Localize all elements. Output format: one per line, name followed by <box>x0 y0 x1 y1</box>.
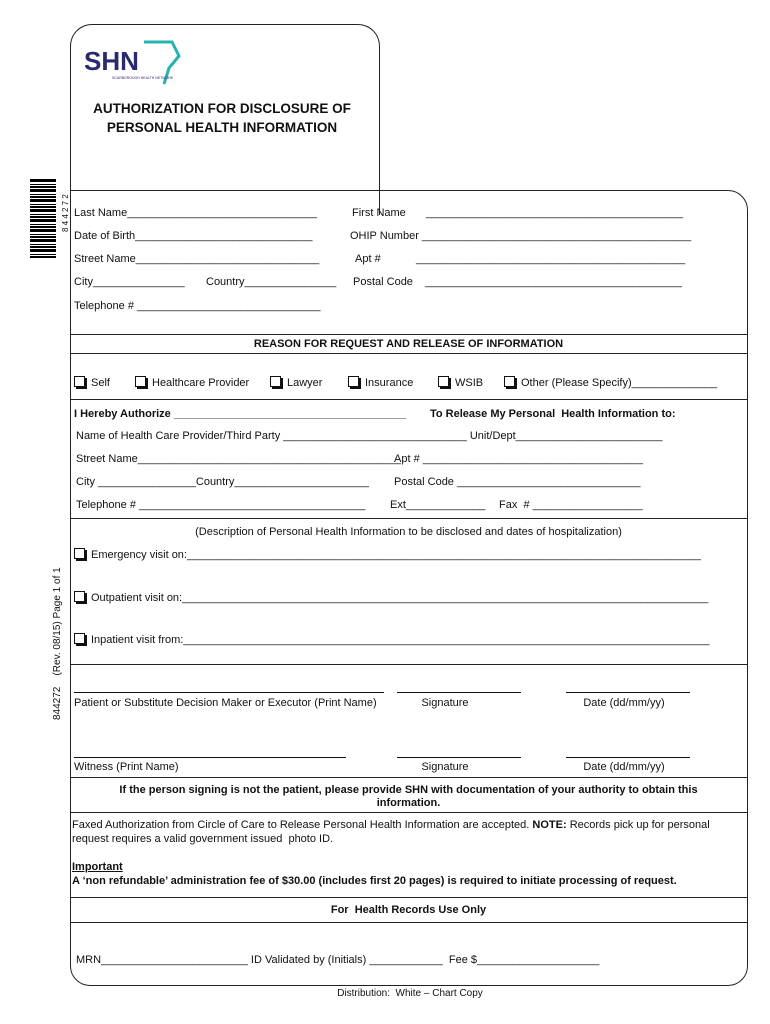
provider-telephone-field[interactable]: Telephone # _____________________________________ <box>76 499 366 511</box>
divider <box>70 812 747 813</box>
logo-subtitle: SCARBOROUGH HEALTH NETWORK <box>112 76 174 80</box>
provider-postal-field[interactable]: Postal Code ______________________________ <box>394 476 641 488</box>
date-label: Date (dd/mm/yy) <box>583 761 665 773</box>
dob-field[interactable]: Date of Birth_____________________________ <box>74 230 313 242</box>
reason-heading: REASON FOR REQUEST AND RELEASE OF INFORMATION <box>253 338 564 350</box>
shn-logo <box>84 38 184 91</box>
street-field[interactable]: Street Name______________________________ <box>74 253 320 265</box>
option-wsib[interactable]: WSIB <box>438 376 483 389</box>
checkbox-icon[interactable] <box>74 633 85 644</box>
telephone-field[interactable]: Telephone # ______________________________ <box>74 300 321 312</box>
witness-name-label: Witness (Print Name) <box>74 761 179 773</box>
fax-notice: Faxed Authorization from Circle of Care to Release Personal Health Information are accepted. NOTE: Records pick up for personal <box>72 819 710 831</box>
checkbox-icon[interactable] <box>504 376 515 387</box>
checkbox-icon[interactable] <box>348 376 359 387</box>
emergency-field[interactable]: Emergency visit on:____________________________________________________________________________________ <box>74 548 701 561</box>
barcode <box>30 178 56 258</box>
divider <box>70 897 747 898</box>
fee-notice: A ‘non refundable’ administration fee of $30.00 (includes first 20 pages) is required to initiate processing of request. <box>72 875 677 887</box>
option-other[interactable]: Other (Please Specify)______________ <box>504 376 717 389</box>
provider-fax-field[interactable]: Fax # __________________ <box>499 499 643 511</box>
form-title-line1: AUTHORIZATION FOR DISCLOSURE OF <box>93 101 351 116</box>
provider-ext-field[interactable]: Ext_____________ <box>390 499 486 511</box>
checkbox-icon[interactable] <box>74 548 85 559</box>
patient-date-line[interactable] <box>566 692 690 693</box>
option-insurance[interactable]: Insurance <box>348 376 413 389</box>
fax-notice-line2: request requires a valid government issued photo ID. <box>72 833 334 845</box>
divider <box>70 777 747 778</box>
provider-street-field[interactable]: Street Name___________________________________________ <box>76 453 401 465</box>
patient-name-line[interactable] <box>74 692 384 693</box>
first-name-label: First Name <box>352 207 406 219</box>
records-fields[interactable]: MRN________________________ ID Validated by (Initials) ____________ Fee $____________________ <box>76 954 600 966</box>
provider-field[interactable]: Name of Health Care Provider/Third Party ______________________________ Unit/Dept________________________ <box>76 430 663 442</box>
country-field[interactable]: Country_______________ <box>206 276 337 288</box>
divider <box>70 334 747 335</box>
logo-text: SHN <box>84 46 139 76</box>
witness-signature-line[interactable] <box>397 757 521 758</box>
authorize-field[interactable]: I Hereby Authorize ______________________________________ <box>74 408 407 420</box>
checkbox-icon[interactable] <box>270 376 281 387</box>
signature-label: Signature <box>421 761 469 773</box>
patient-name-label: Patient or Substitute Decision Maker or Executor (Print Name) <box>74 697 377 709</box>
divider <box>70 922 747 923</box>
barcode-number: 8 4 4 2 7 2 <box>61 194 70 232</box>
option-self[interactable]: Self <box>74 376 110 389</box>
revision-text: 844272 (Rev. 08/15) Page 1 of 1 <box>52 567 63 720</box>
outpatient-field[interactable]: Outpatient visit on:______________________________________________________________________________________ <box>74 591 708 604</box>
provider-apt-field[interactable]: Apt # ____________________________________ <box>394 453 643 465</box>
checkbox-icon[interactable] <box>135 376 146 387</box>
release-label: To Release My Personal Health Information to: <box>430 408 676 420</box>
divider <box>70 664 747 665</box>
checkbox-icon[interactable] <box>74 591 85 602</box>
divider <box>70 399 747 400</box>
witness-date-line[interactable] <box>566 757 690 758</box>
notice-line2: information. <box>376 797 441 809</box>
witness-name-line[interactable] <box>74 757 346 758</box>
checkbox-icon[interactable] <box>438 376 449 387</box>
date-label: Date (dd/mm/yy) <box>583 697 665 709</box>
ohip-field[interactable]: OHIP Number ____________________________________________ <box>350 230 692 242</box>
first-name-field[interactable]: __________________________________________ <box>426 207 683 219</box>
divider <box>70 518 747 519</box>
apt-label: Apt # <box>355 253 381 265</box>
divider <box>70 353 747 354</box>
records-heading: For Health Records Use Only <box>330 904 487 916</box>
patient-signature-line[interactable] <box>397 692 521 693</box>
form-title-line2: PERSONAL HEALTH INFORMATION <box>106 120 338 135</box>
checkbox-icon[interactable] <box>74 376 85 387</box>
notice-line1: If the person signing is not the patient, please provide SHN with documentation of your authority to obtain this <box>119 784 698 796</box>
important-heading: Important <box>72 861 123 873</box>
option-lawyer[interactable]: Lawyer <box>270 376 322 389</box>
postal-label: Postal Code <box>353 276 413 288</box>
postal-field[interactable]: __________________________________________ <box>425 276 682 288</box>
inpatient-field[interactable]: Inpatient visit from:______________________________________________________________________________________ <box>74 633 709 646</box>
apt-field[interactable]: ____________________________________________ <box>416 253 686 265</box>
distribution-footer: Distribution: White – Chart Copy <box>337 988 483 999</box>
signature-label: Signature <box>421 697 469 709</box>
city-field[interactable]: City_______________ <box>74 276 185 288</box>
description-heading: (Description of Personal Health Information to be disclosed and dates of hospitalization) <box>195 526 622 538</box>
last-name-field[interactable]: Last Name_______________________________ <box>74 207 317 219</box>
provider-city-country-field[interactable]: City ________________Country______________________ <box>76 476 369 488</box>
option-healthcare-provider[interactable]: Healthcare Provider <box>135 376 249 389</box>
